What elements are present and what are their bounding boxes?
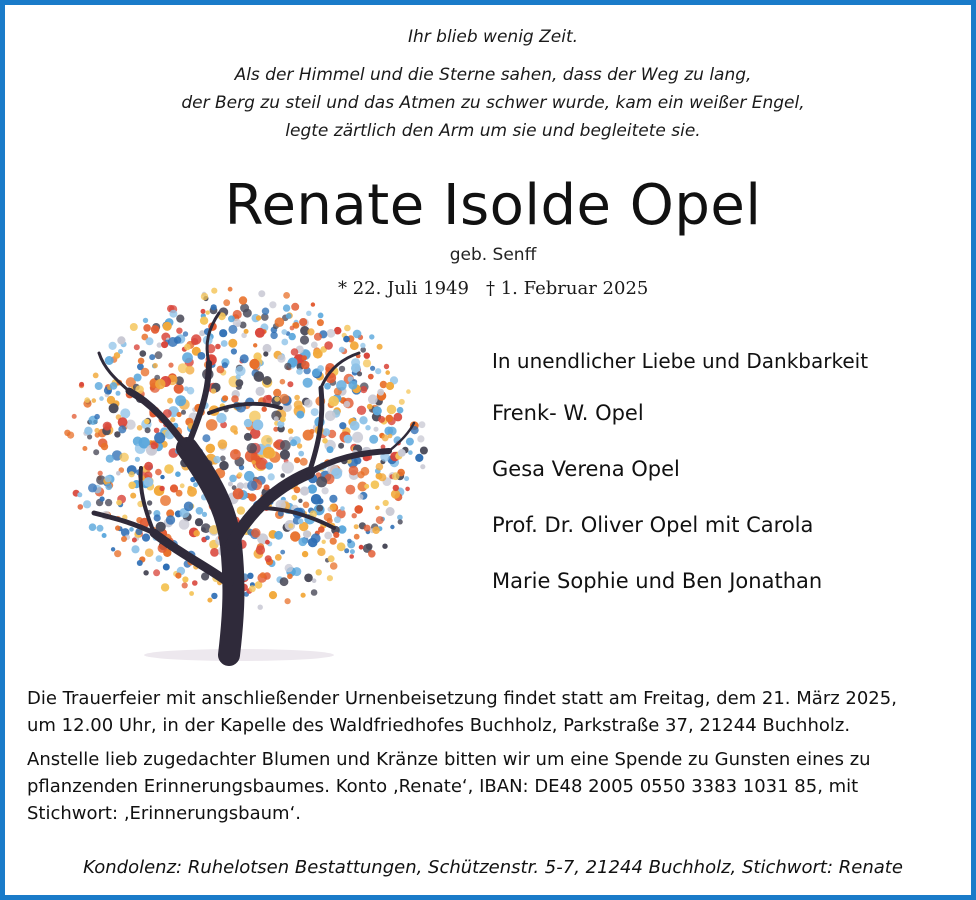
ceremony-line-1: Die Trauerfeier mit anschließender Urnenbeisetzung findet statt am Freitag, dem 21. März 2025, bbox=[27, 688, 897, 709]
death-date: † 1. Februar 2025 bbox=[486, 278, 649, 299]
tree-illustration bbox=[59, 283, 431, 668]
donation-paragraph bbox=[27, 746, 957, 827]
poem-line-4: legte zärtlich den Arm um sie und begleitete sie. bbox=[285, 121, 701, 141]
deceased-name: Renate Isolde Opel bbox=[224, 173, 762, 238]
donation-line-2: pflanzenden Erinnerungsbaumes. Konto ‚Renate‘, IBAN: DE48 2005 0550 3383 1031 85, mit bbox=[27, 776, 859, 797]
mourners-intro: In unendlicher Liebe und Dankbarkeit bbox=[492, 349, 869, 373]
donation-line-1: Anstelle lieb zugedachter Blumen und Kränze bitten wir um eine Spende zu Gunsten eines zu bbox=[27, 749, 871, 770]
mourner-name: Frenk- W. Opel bbox=[492, 401, 644, 425]
birth-date: * 22. Juli 1949 bbox=[338, 278, 469, 299]
donation-line-3: Stichwort: ‚Erinnerungsbaum‘. bbox=[27, 803, 302, 824]
mourner-name: Gesa Verena Opel bbox=[492, 457, 680, 481]
poem-line-2: Als der Himmel und die Sterne sahen, dass der Weg zu lang, bbox=[234, 65, 752, 85]
poem-line-1: Ihr blieb wenig Zeit. bbox=[407, 27, 579, 47]
birth-name: geb. Senff bbox=[449, 245, 537, 265]
ceremony-line-2: um 12.00 Uhr, in der Kapelle des Waldfriedhofes Buchholz, Parkstraße 37, 21244 Buchholz. bbox=[27, 715, 851, 736]
condolence-line: Kondolenz: Ruhelotsen Bestattungen, Schützenstr. 5-7, 21244 Buchholz, Stichwort: Renate bbox=[83, 857, 903, 878]
ceremony-paragraph bbox=[27, 685, 957, 739]
mourner-name: Prof. Dr. Oliver Opel mit Carola bbox=[492, 513, 814, 537]
poem-line-3: der Berg zu steil und das Atmen zu schwer wurde, kam ein weißer Engel, bbox=[181, 93, 805, 113]
mourner-name: Marie Sophie und Ben Jonathan bbox=[492, 569, 823, 593]
